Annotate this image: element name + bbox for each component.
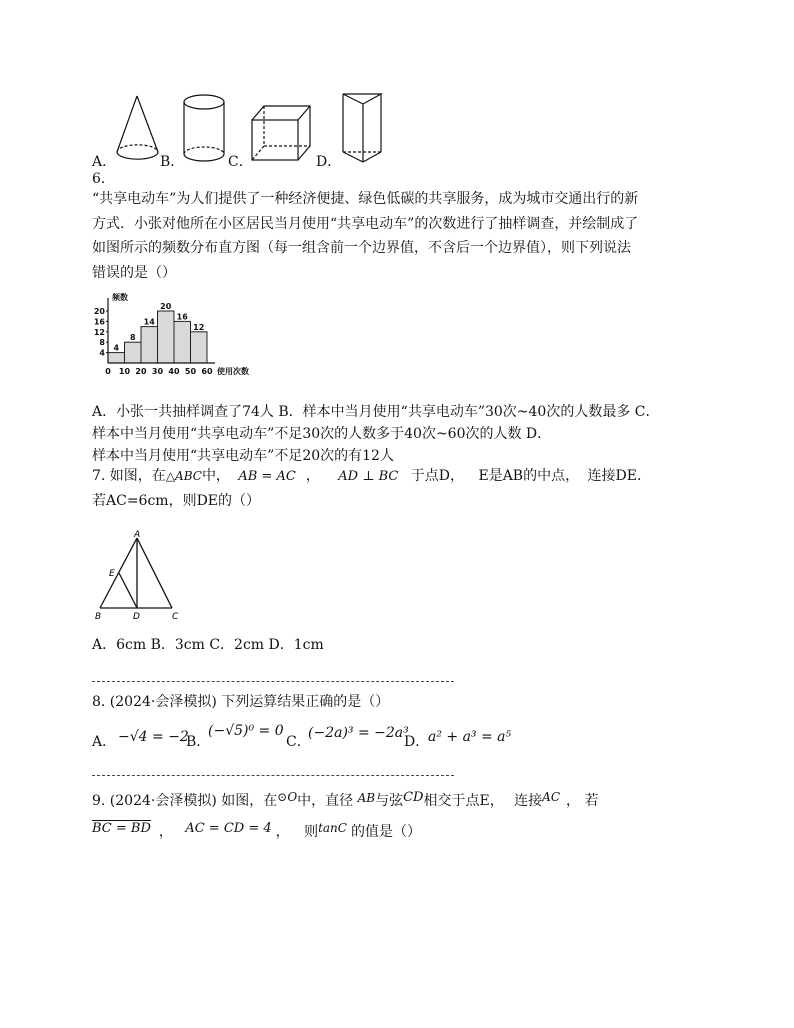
q8-option-c-expr: (−2a)³ = −2a³ xyxy=(308,725,409,741)
q9-prefix: 9. (2024·会泽模拟) 如图，在 xyxy=(92,793,278,809)
q9-arc-equation: BC = BD xyxy=(92,821,151,836)
histogram-bar xyxy=(108,353,125,363)
q8-option-b-expr: (−√5)⁰ = 0 xyxy=(208,723,284,739)
q8-option-a-label: A． xyxy=(92,734,117,750)
q9-stem-line-2 xyxy=(92,822,421,843)
bar-data-label: 20 xyxy=(160,302,172,311)
q9-ab: AB xyxy=(357,791,376,805)
q6-stem-line: “共享电动车”为人们提供了一种经济便捷、绿色低碳的共享服务，成为城市交通出行的新 xyxy=(92,191,639,207)
q9-cd: CD xyxy=(403,790,424,805)
q8-option-d-label: D． xyxy=(404,734,430,750)
cylinder-figure xyxy=(184,95,224,161)
cuboid-figure xyxy=(252,106,310,160)
histogram-bar xyxy=(125,342,142,363)
q5-option-d: D． xyxy=(316,154,342,170)
q9-mid5: ， 若 xyxy=(566,793,599,809)
q6-stem-line: 错误的是（） xyxy=(92,264,176,281)
histogram-chart xyxy=(92,292,272,387)
q8-option-d-expr: a² + a³ = a⁵ xyxy=(428,729,512,745)
vertex-label-d: D xyxy=(133,612,140,622)
q6-answer-line: 样本中当月使用“共享电动车”不足20次的有12人 xyxy=(92,448,394,464)
bar-data-label: 12 xyxy=(193,322,205,332)
q8-stem: 8. (2024·会泽模拟) 下列运算结果正确的是（） xyxy=(92,694,390,710)
y-tick-label: 20 xyxy=(93,307,105,316)
bar-data-label: 8 xyxy=(129,333,136,343)
bar-data-label: 16 xyxy=(176,312,188,322)
divider xyxy=(92,775,454,776)
q7-stem-line-1 xyxy=(92,466,651,487)
vertex-label-c: C xyxy=(172,612,179,622)
q7-expr1: AB = AC xyxy=(238,469,296,484)
triangle-figure xyxy=(92,528,192,624)
q9-tail: 的值是（） xyxy=(350,824,421,840)
vertex-label-a: A xyxy=(134,530,141,540)
q6-stem xyxy=(92,187,638,285)
vertex-label-b: B xyxy=(95,612,102,622)
q6-number: 6. xyxy=(92,171,106,187)
q7-triangle: △ABC xyxy=(165,469,202,483)
y-tick-label: 16 xyxy=(93,317,105,327)
q7-prefix: 7. 如图，在 xyxy=(92,468,166,484)
q6-answer-line: 样本中当月使用“共享电动车”不足30次的人数多于40次~60次的人数 D． xyxy=(92,426,552,442)
x-axis-label: 使用次数 xyxy=(217,367,249,376)
x-tick-label: 40 xyxy=(168,367,180,376)
q9-ac: AC xyxy=(542,790,561,804)
q9-circle: ⊙O xyxy=(277,790,298,804)
x-tick-label: 10 xyxy=(118,367,131,376)
q9-mid3: 相交于点E， xyxy=(423,793,504,809)
q9-stem-line-1 xyxy=(92,791,598,812)
q7-mid4: 连接DE． xyxy=(587,468,651,484)
q6-stem-line: 方式．小张对他所在小区居民当月使用“共享电动车”的次数进行了抽样调查，并绘制成了 xyxy=(92,215,639,232)
q8-option-b-label: B． xyxy=(186,734,211,750)
x-tick-label: 0 xyxy=(105,367,111,376)
q6-histogram xyxy=(92,292,272,391)
q6-answer-line: A．小张一共抽样调查了74人 B．样本中当月使用“共享电动车”30次~40次的人数最多 C． xyxy=(92,404,660,420)
q9-comma: ， xyxy=(158,824,173,840)
x-tick-label: 20 xyxy=(135,367,147,376)
prism-figure xyxy=(343,94,381,162)
q9-mid2: 与弦 xyxy=(375,793,404,809)
q7-sep: ， xyxy=(305,468,320,484)
q9-mid1: 中，直径 xyxy=(297,793,354,809)
q7-expr2: AD ⊥ BC xyxy=(338,469,399,484)
cone-figure xyxy=(117,96,158,159)
q9-tan: tanC xyxy=(318,821,347,835)
q7-mid2: 于点D， xyxy=(410,468,465,484)
y-tick-label: 8 xyxy=(99,338,105,348)
q5-option-c: C． xyxy=(228,154,253,170)
divider xyxy=(92,681,454,682)
q7-figure xyxy=(92,528,192,628)
histogram-bar xyxy=(191,332,208,363)
q5-option-a: A． xyxy=(92,154,117,170)
q9-comma2: ， xyxy=(275,824,290,840)
q6-stem-line: 如图所示的频数分布直方图（每一组含前一个边界值，不含后一个边界值），则下列说法 xyxy=(92,240,631,256)
q7-stem-line-2: 若AC=6cm，则DE的（） xyxy=(92,493,261,509)
y-tick-label: 12 xyxy=(93,327,105,337)
q7-answers: A．6cm B．3cm C．2cm D．1cm xyxy=(92,637,324,653)
q9-mid4: 连接 xyxy=(514,793,543,809)
x-tick-label: 30 xyxy=(151,367,164,376)
y-tick-label: 4 xyxy=(99,348,105,358)
vertex-label-e: E xyxy=(109,569,115,579)
q7-mid3: E是AB的中点， xyxy=(478,468,580,484)
histogram-bar xyxy=(141,327,158,363)
q9-then: 则 xyxy=(304,824,319,840)
x-tick-label: 60 xyxy=(201,367,213,376)
q7-mid1: 中， xyxy=(201,468,230,484)
histogram-bar xyxy=(158,311,175,363)
histogram-bar xyxy=(174,321,191,363)
y-axis-label: 频数 xyxy=(112,293,128,302)
q5-option-b: B． xyxy=(160,154,185,170)
bar-data-label: 14 xyxy=(143,317,155,327)
q8-option-c-label: C． xyxy=(286,734,311,750)
bar-data-label: 4 xyxy=(113,343,120,353)
q6-answers xyxy=(92,401,660,467)
x-tick-label: 50 xyxy=(184,367,197,376)
q8-option-a-expr: −√4 = −2 xyxy=(118,729,189,745)
q9-expr: AC = CD = 4 xyxy=(185,821,272,836)
